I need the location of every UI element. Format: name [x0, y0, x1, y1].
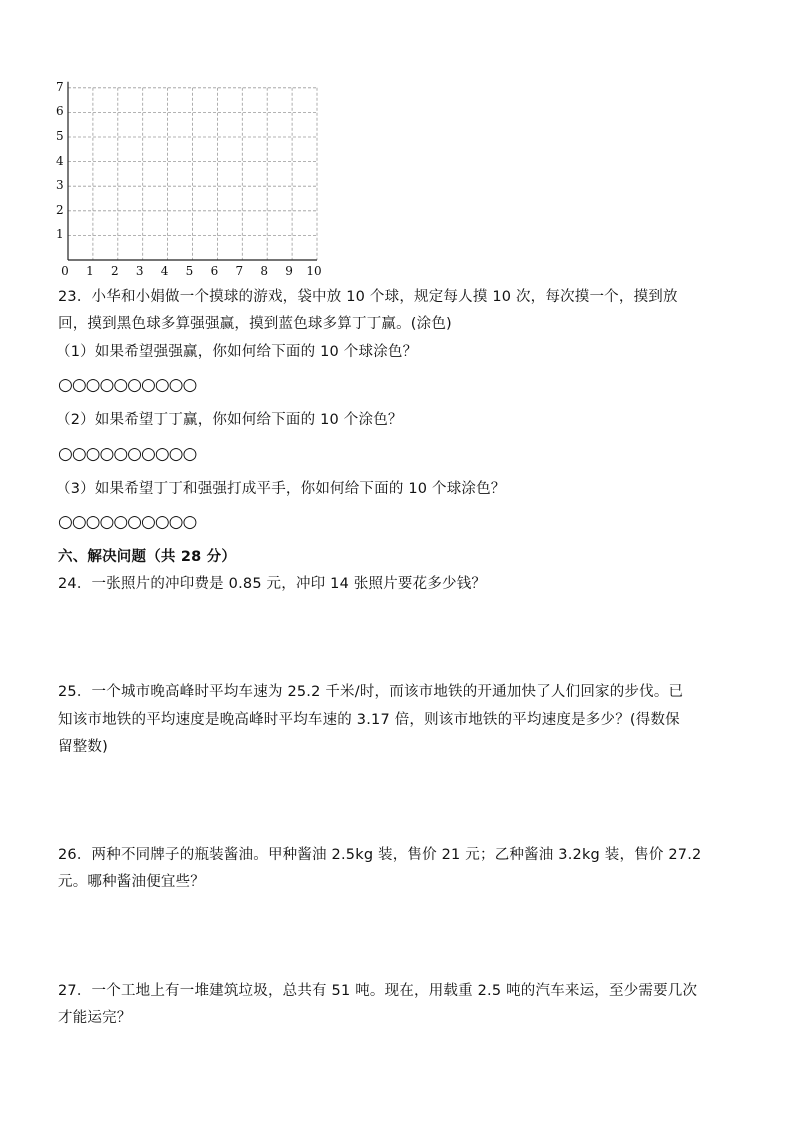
q23-circles-2[interactable]: ○○○○○○○○○○ [58, 444, 197, 464]
q23-circles-3[interactable]: ○○○○○○○○○○ [58, 512, 197, 532]
q23-sub2: （2）如果希望丁丁赢，你如何给下面的 10 个涂色？ [56, 412, 403, 428]
y-tick-label: 3 [56, 178, 64, 193]
x-tick-label: 1 [86, 264, 94, 278]
q23-text-line-1: 23．小华和小娟做一个摸球的游戏，袋中放 10 个球，规定每人摸 10 次，每次摸一个，摸到放 [58, 289, 678, 305]
x-tick-label: 6 [210, 264, 219, 278]
x-tick-label: 4 [160, 264, 169, 278]
y-tick-label: 5 [56, 129, 64, 143]
y-tick-label: 1 [56, 227, 64, 242]
q25-text-line-3: 留整数) [58, 739, 108, 755]
q23-circles-1[interactable]: ○○○○○○○○○○ [58, 375, 197, 395]
y-tick-label: 4 [56, 153, 64, 168]
q27-text-line-1: 27．一个工地上有一堆建筑垃圾，总共有 51 吨。现在，用载重 2.5 吨的汽车来运，至少需要几次 [58, 983, 698, 999]
q23-text-line-2: 回，摸到黑色球多算强强赢，摸到蓝色球多算丁丁赢。(涂色) [58, 316, 452, 332]
q25-text-line-2: 知该市地铁的平均速度是晚高峰时平均车速的 3.17 倍，则该市地铁的平均速度是多少？(得数保 [58, 712, 680, 728]
q23-sub3: （3）如果希望丁丁和强强打成平手，你如何给下面的 10 个球涂色？ [56, 481, 506, 497]
x-tick-label: 0 [61, 264, 69, 278]
x-tick-label: 7 [235, 264, 244, 278]
x-tick-label: 10 [306, 264, 322, 278]
y-tick-label: 6 [56, 104, 64, 119]
q26-text-line-1: 26．两种不同牌子的瓶装酱油。甲种酱油 2.5kg 装，售价 21 元；乙种酱油 3.2kg 装，售价 27.2 [58, 847, 702, 863]
x-tick-label: 3 [135, 264, 144, 278]
q27-text-line-2: 才能运完？ [58, 1010, 132, 1026]
q25-text-line-1: 25．一个城市晚高峰时平均车速为 25.2 千米/时，而该市地铁的开通加快了人们回家的步伐。已 [58, 684, 684, 700]
x-tick-label: 5 [185, 264, 194, 278]
coordinate-grid [0, 0, 794, 290]
section-6-heading: 六、解决问题（共 28 分） [58, 549, 237, 565]
x-tick-label: 9 [285, 264, 293, 278]
y-tick-label: 7 [56, 79, 64, 94]
x-tick-label: 2 [110, 264, 119, 278]
q26-text-line-2: 元。哪种酱油便宜些？ [58, 874, 205, 890]
q24-text: 24．一张照片的冲印费是 0.85 元，冲印 14 张照片要花多少钱？ [58, 576, 487, 592]
y-tick-label: 2 [56, 202, 64, 217]
q23-sub1: （1）如果希望强强赢，你如何给下面的 10 个球涂色？ [56, 344, 418, 360]
grid-lines [0, 0, 794, 290]
x-tick-label: 8 [260, 264, 269, 278]
